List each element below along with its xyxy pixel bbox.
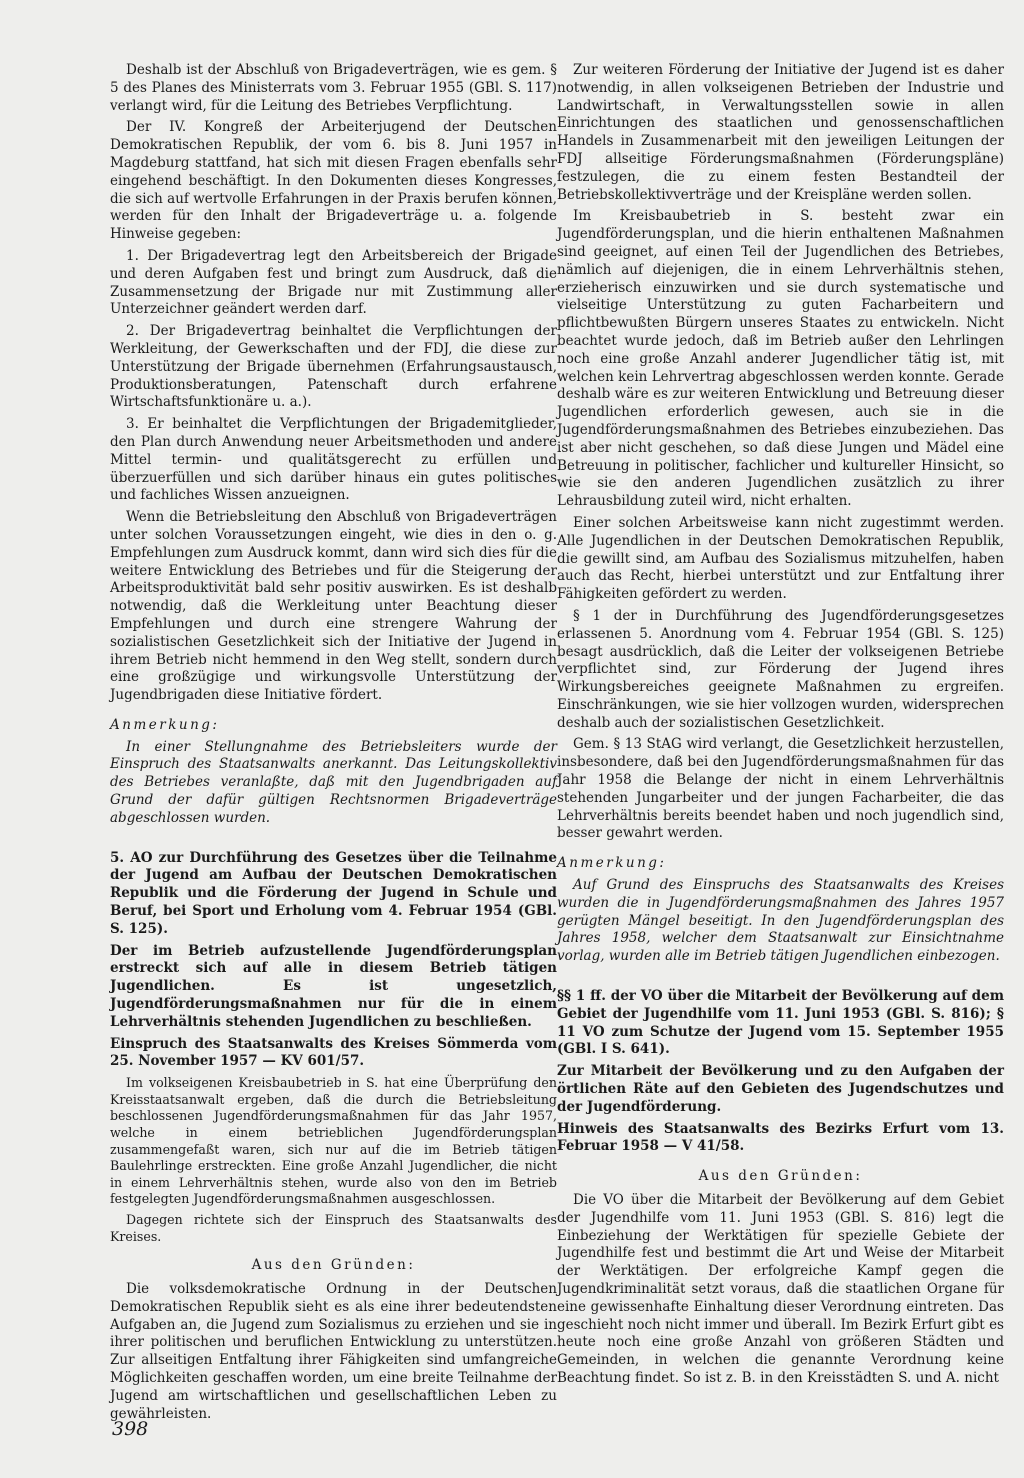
paragraph: Der IV. Kongreß der Arbeiterjugend der Deutschen Demokratischen Republik, der vom 6. bis 8. Juni 1957 in Magdeburg stattfand, hat sich mit diesen Fragen ebenfalls sehr eingehend beschäftigt. In den Dokumenten dieses Kongresses, die sich auf wertvolle Erfahrungen in der Praxis berufen können, werden für den Inhalt der Brigadeverträge u. a. folgende Hinweise gegeben: (110, 119, 557, 243)
paragraph: Deshalb ist der Abschluß von Brigadeverträgen, wie es gem. § 5 des Planes des Ministerrats vom 3. Februar 1955 (GBl. S. 117) verlangt wird, für die Leitung des Betriebes Verpflichtung. (110, 62, 557, 114)
paragraph: § 1 der in Durchführung des Jugendförderungsgesetzes erlassenen 5. Anordnung vom 4. Februar 1954 (GBl. S. 125) besagt ausdrücklich, daß die Leiter der volkseigenen Betriebe verpflichtet sind, zur Förderung der Jugend ihres Wirkungsbereiches geeignete Maßnahmen zu ergreifen. Einschränkungen, wie sie hier vollzogen wurden, widersprechen deshalb auch der sozialistischen Gesetzlichkeit. (557, 607, 1004, 731)
paragraph: Dagegen richtete sich der Einspruch des Staatsanwalts des Kreises. (110, 1211, 557, 1244)
annotation-text: In einer Stellungnahme des Betriebsleiters wurde der Einspruch des Staatsanwalts anerkannt. Das Leitungskollektiv des Betriebes veranlaßte, daß mit den Jugendbrigaden auf Grund der dafür gültigen Rechtsnormen Brigadeverträge abgeschlossen wurden. (110, 738, 557, 826)
reasons-heading: Aus den Gründen: (698, 1168, 863, 1185)
paragraph: Zur weiteren Förderung der Initiative der Jugend ist es daher notwendig, in allen volkseigenen Betrieben der Industrie und Landwirtschaft, in Verwaltungsstellen sowie in allen Einrichtungen des staatlichen und genossenschaftlichen Handels in Zusammenarbeit mit den jeweiligen Leitungen der FDJ allseitige Förderungsmaßnahmen (Förderungspläne) festzulegen, die zu einem festen Bestandteil der Betriebskollektivverträge und der Kreispläne werden sollen. (557, 62, 1004, 203)
paragraph: Im Kreisbaubetrieb in S. besteht zwar ein Jugendförderungsplan, und die hierin enthaltenen Maßnahmen sind geeignet, auf einen Teil der Jugendlichen des Betriebes, nämlich auf diejenigen, die in einem Lehrverhältnis stehen, erzieherisch einzuwirken und sie durch systematische und vielseitige Unterstützung zu guten Facharbeitern und pflichtbewußten Bürgern unseres Staates zu entwickeln. Nicht beachtet wurde jedoch, daß im Betrieb außer den Lehrlingen noch eine große Anzahl anderer Jugendlicher tätig ist, mit welchen kein Lehrvertrag abgeschlossen werden konnte. Gerade deshalb wäre es zur weiteren Entwicklung und Betreuung dieser Jugendlichen erforderlich gewesen, auch sie in die Jugendförderungsmaßnahmen des Betriebes einzubeziehen. Das ist aber nicht geschehen, so daß diese Jungen und Mädel eine Betreuung in politischer, fachlicher und kultureller Hinsicht, so wie sie den anderen Jugendlichen zusätzlich zu ihrer Lehrausbildung zuteil wird, nicht erhalten. (557, 208, 1004, 510)
paragraph: Im volkseigenen Kreisbaubetrieb in S. hat eine Überprüfung den Kreisstaatsanwalt ergeben, daß die durch die Betriebsleitung beschlossenen Jugendförderungsmaßnahmen für das Jahr 1957, welche in einem betrieblichen Jugendförderungsplan zusammengefaßt waren, sich nur auf die im Betrieb tätigen Baulehrlinge erstreckten. Eine große Anzahl Jugendlicher, die nicht in einem Lehrverhältnis stehen, wurde also von den im Betrieb festgelegten Jugendförderungsmaßnahmen ausgeschlossen. (110, 1075, 557, 1207)
list-item: 1. Der Brigadevertrag legt den Arbeitsbereich der Brigade und deren Aufgaben fest und bringt zum Ausdruck, daß die Zusammensetzung der Brigade nur mit Zustimmung aller Unterzeichner geändert werden darf. (110, 247, 557, 318)
page-number: 398 (112, 1418, 149, 1440)
paragraph: Die volksdemokratische Ordnung in der Deutschen Demokratischen Republik sieht es als eine ihrer bedeutendsten Aufgaben an, die Jugend zum Sozialismus zu erziehen und sie in ihrer politischen und beruflichen Entwicklung zu unterstützen. Zur allseitigen Entfaltung ihrer Fähigkeiten sind umfangreiche Möglichkeiten geschaffen worden, um eine breite Teilnahme der Jugend am wirtschaftlichen und gesellschaftlichen Leben zu gewährleisten. (110, 1280, 557, 1422)
list-item: 3. Er beinhaltet die Verpflichtungen der Brigademitglieder, den Plan durch Anwendung neuer Arbeitsmethoden und andere Mittel termin- und qualitätsgerecht zu erfüllen und überzuerfüllen und sich darüber hinaus ein gutes politisches und fachliches Wissen anzueignen. (110, 416, 557, 504)
section-heading: 5. AO zur Durchführung des Gesetzes über die Teilnahme der Jugend am Aufbau der Deutschen Demokratischen Republik und die Förderung der Jugend in Schule und Beruf, bei Sport und Erholung vom 4. Februar 1954 (GBl. S. 125). (110, 849, 557, 937)
paragraph: Wenn die Betriebsleitung den Abschluß von Brigadeverträgen unter solchen Voraussetzungen eingeht, wie dies in den o. g. Empfehlungen zum Ausdruck kommt, dann wird sich dies für die weitere Entwicklung des Betriebes und für die Steigerung der Arbeitsproduktivität bald sehr positiv auswirken. Es ist deshalb notwendig, daß die Werkleitung unter Beachtung dieser Empfehlungen und durch eine strengere Wahrung der sozialistischen Gesetzlichkeit sich der Initiative der Jugend in ihrem Betrieb nicht hemmend in den Weg stellt, sondern durch eine großzügige und wirkungsvolle Unterstützung der Jugendbrigaden diese Initiative fördert. (110, 509, 557, 704)
section-headnote: Der im Betrieb aufzustellende Jugendförderungsplan erstreckt sich auf alle in diesem Betrieb tätigen Jugendlichen. Es ist ungesetzlich, Jugendförderungsmaßnahmen nur für die in einem Lehrverhältnis stehenden Jugendlichen zu beschließen. (110, 942, 557, 1030)
paragraph: Gem. § 13 StAG wird verlangt, die Gesetzlichkeit herzustellen, insbesondere, daß bei den Jugendförderungsmaßnahmen für das Jahr 1958 die Belange der nicht in einem Lehrverhältnis stehenden Jungarbeiter und der jungen Facharbeiter, die das Lehrverhältnis bereits beendet haben und noch jugendlich sind, besser gewahrt werden. (557, 736, 1004, 842)
section-heading: §§ 1 ff. der VO über die Mitarbeit der Bevölkerung auf dem Gebiet der Jugendhilfe vom 11. Juni 1953 (GBl. S. 816); § 11 VO zum Schutze der Jugend vom 15. September 1955 (GBl. I S. 641). (557, 988, 1004, 1058)
section-reference: Einspruch des Staatsanwalts des Kreises Sömmerda vom 25. November 1957 — KV 601/57. (110, 1035, 557, 1070)
annotation-label: Anmerkung: (557, 855, 667, 872)
right-column (557, 62, 1004, 1392)
paragraph: Die VO über die Mitarbeit der Bevölkerung auf dem Gebiet der Jugendhilfe vom 11. Juni 1953 (GBl. S. 816) legt die Einbeziehung der Werktätigen für spezielle Gebiete der Jugendhilfe fest und bestimmt die Art und Weise der Mitarbeit der Werktätigen. Der erfolgreiche Kampf gegen die Jugendkriminalität setzt voraus, daß die staatlichen Organe für eine gewissenhafte Einhaltung dieser Verordnung eintreten. Das geschieht noch nicht immer und überall. Im Bezirk Erfurt gibt es heute noch eine große Anzahl von größeren Städten und Gemeinden, in welchen die genannte Verordnung keine Beachtung findet. So ist z. B. in den Kreisstädten S. und A. nicht (557, 1192, 1004, 1386)
section-reference: Hinweis des Staatsanwalts des Bezirks Erfurt vom 13. Februar 1958 — V 41/58. (557, 1120, 1004, 1155)
section-headnote: Zur Mitarbeit der Bevölkerung und zu den Aufgaben der örtlichen Räte auf den Gebieten des Jugendschutzes und der Jugendförderung. (557, 1063, 1004, 1115)
paragraph: Einer solchen Arbeitsweise kann nicht zugestimmt werden. Alle Jugendlichen in der Deutschen Demokratischen Republik, die gewillt sind, am Aufbau des Sozialismus mitzuhelfen, haben auch das Recht, hierbei unterstützt und zur Entfaltung ihrer Fähigkeiten gefördert zu werden. (557, 514, 1004, 603)
list-item: 2. Der Brigadevertrag beinhaltet die Verpflichtungen der Werkleitung, der Gewerkschaften und der FDJ, die diese zur Unterstützung der Brigade übernehmen (Erfahrungsaustausch, Produktionsberatungen, Patenschaft durch erfahrene Wirtschaftsfunktionäre u. a.). (110, 323, 557, 411)
annotation-text: Auf Grund des Einspruchs des Staatsanwalts des Kreises wurden die in Jugendförderungsmaßnahmen des Jahres 1957 gerügten Mängel beseitigt. In den Jugendförderungsplan des Jahres 1958, welcher dem Staatsanwalt zur Einsichtnahme vorlag, wurden alle im Betrieb tätigen Jugendlichen einbezogen. (557, 877, 1004, 965)
annotation-label: Anmerkung: (110, 716, 220, 733)
left-column (110, 62, 557, 1427)
reasons-heading: Aus den Gründen: (251, 1257, 416, 1274)
